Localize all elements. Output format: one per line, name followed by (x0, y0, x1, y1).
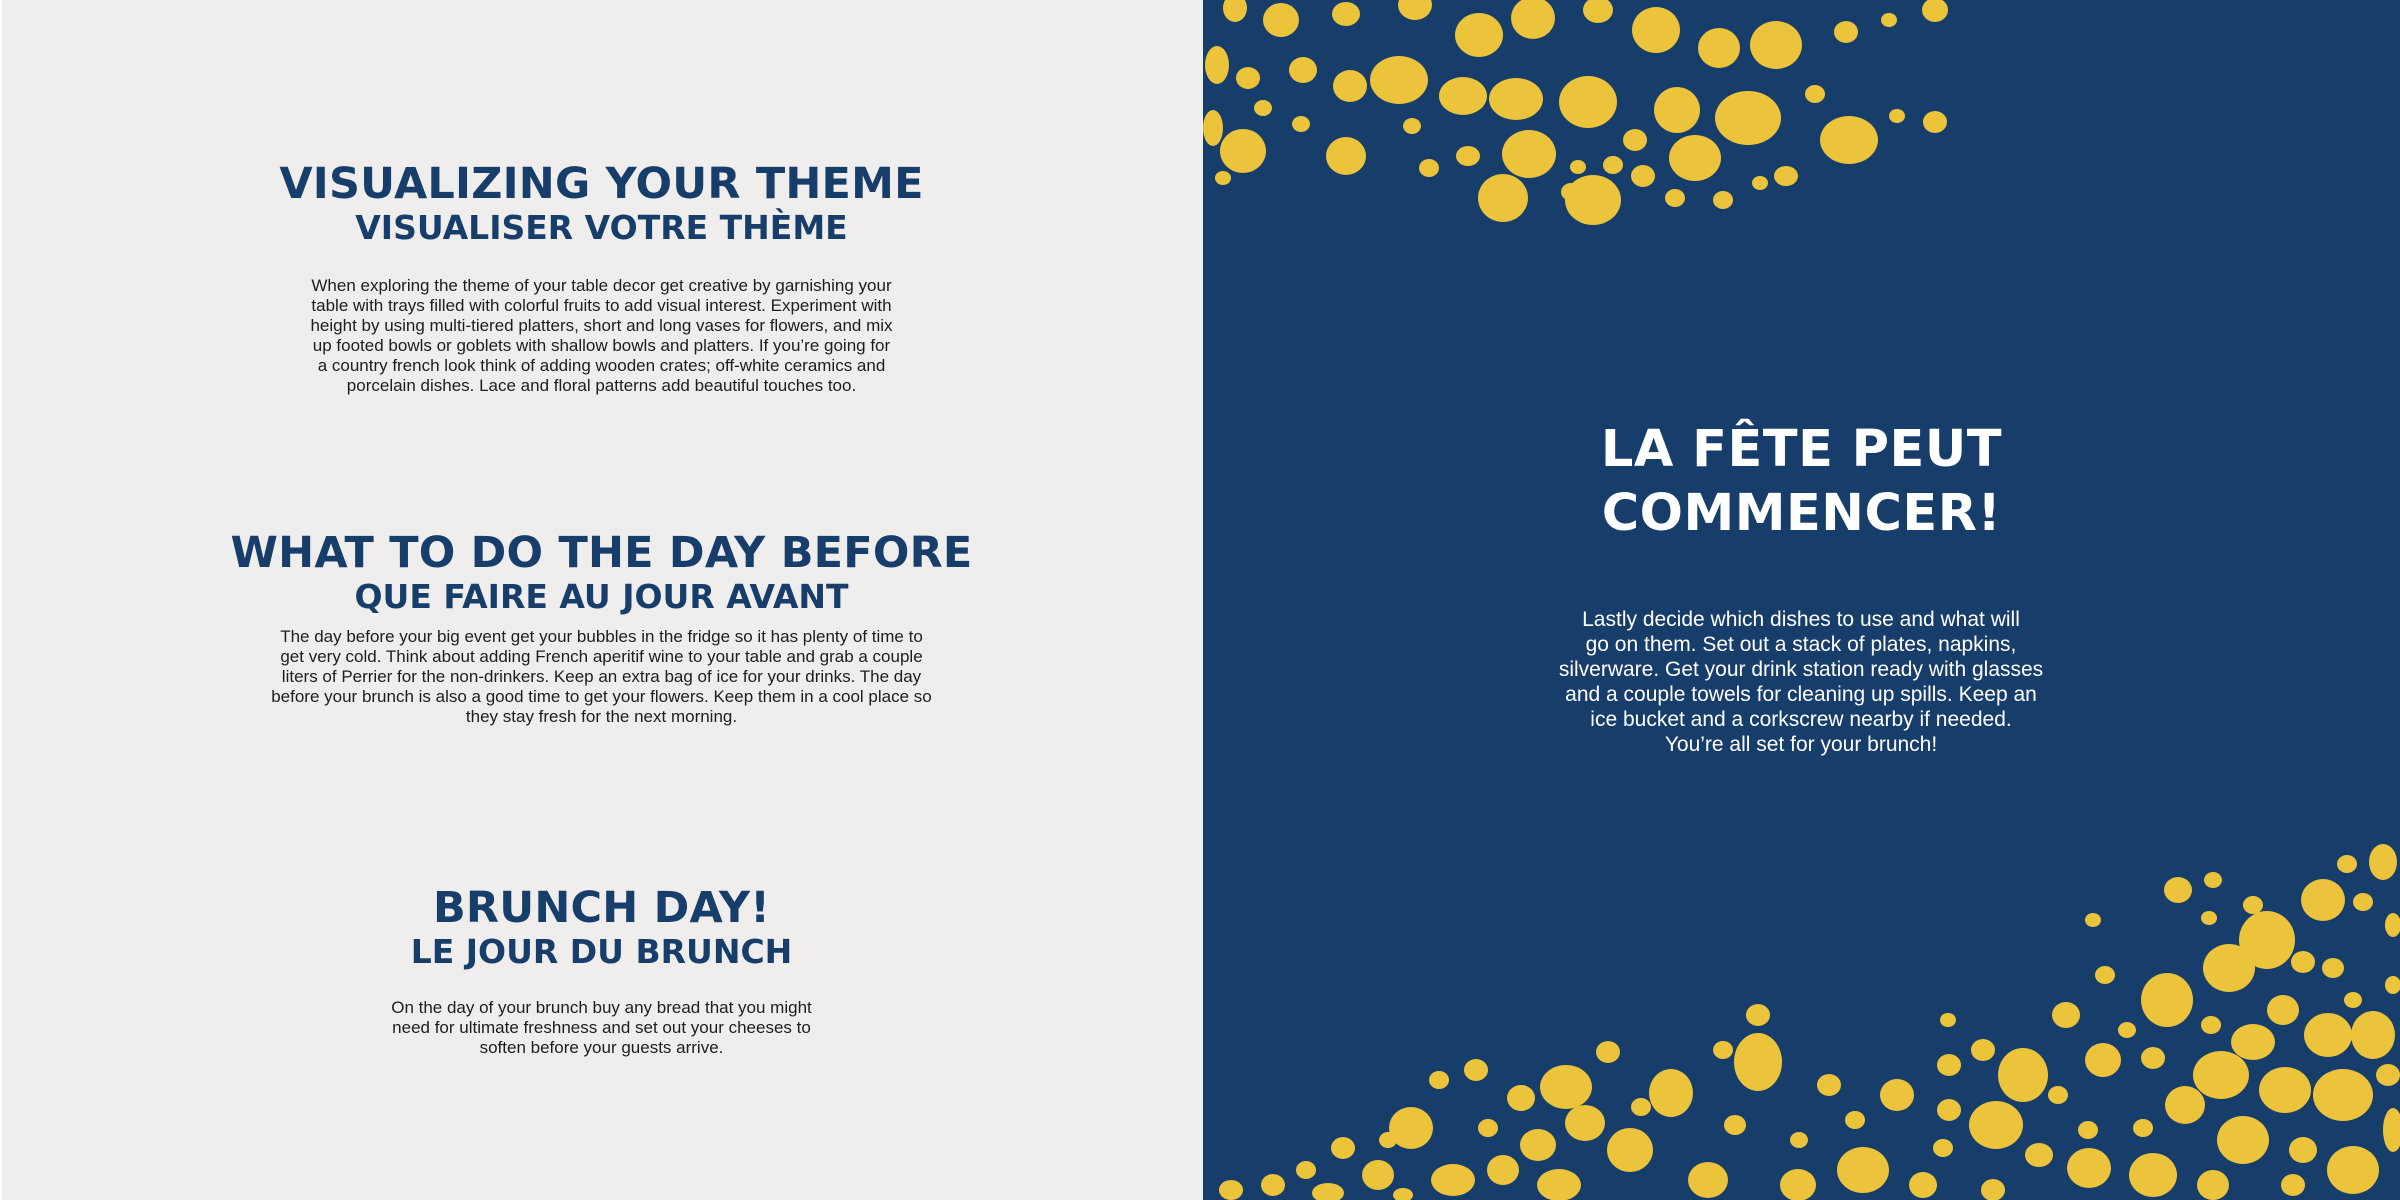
body-line: The day before your big event get your bubbles in the fridge so it has plenty of time to (280, 627, 923, 646)
section-title-en: BRUNCH DAY! (432, 883, 771, 933)
section-title-fr: QUE FAIRE AU JOUR AVANT (354, 577, 849, 616)
section-visualizing-theme (0, 160, 1203, 396)
section-title-en: WHAT TO DO THE DAY BEFORE (230, 528, 973, 578)
title-line: LA FÊTE PEUT (1600, 420, 2003, 479)
body-line: up footed bowls or goblets with shallow bowls and platters. If you’re going for (312, 336, 891, 355)
right-page (1203, 0, 2400, 1200)
body-line: height by using multi-tiered platters, short and long vases for flowers, and mix (310, 316, 893, 335)
body-line: silverware. Get your drink station ready with glasses (1558, 658, 2044, 681)
yellow-dot-pattern (1203, 0, 2400, 1200)
body-line: Lastly decide which dishes to use and what will (1582, 608, 2020, 631)
body-line: On the day of your brunch buy any bread that you might (391, 998, 812, 1017)
section-title-fr: LE JOUR DU BRUNCH (410, 932, 793, 971)
section-body (0, 276, 1203, 396)
body-line: soften before your guests arrive. (479, 1038, 724, 1057)
title-line: COMMENCER! (1601, 484, 2002, 543)
body-line: porcelain dishes. Lace and floral patterns add beautiful touches too. (346, 376, 857, 395)
right-page-body (1518, 607, 2084, 757)
body-line: get very cold. Think about adding French aperitif wine to your table and grab a couple (280, 647, 923, 666)
body-line: go on them. Set out a stack of plates, napkins, (1585, 633, 2017, 656)
body-line: table with trays filled with colorful fruits to add visual interest. Experiment with (311, 296, 892, 315)
body-line: before your brunch is also a good time to get your flowers. Keep them in a cool place so (271, 687, 932, 706)
body-line: they stay fresh for the next morning. (465, 707, 738, 726)
body-line: When exploring the theme of your table decor get creative by garnishing your (311, 276, 892, 295)
section-title-en: VISUALIZING YOUR THEME (279, 159, 924, 209)
body-line: liters of Perrier for the non-drinkers. Keep an extra bag of ice for your drinks. The day (281, 667, 922, 686)
body-line: and a couple towels for cleaning up spills. Keep an (1565, 683, 2037, 706)
section-brunch-day (0, 884, 1203, 1058)
section-title-fr: VISUALISER VOTRE THÈME (355, 208, 848, 247)
section-body (0, 627, 1203, 727)
body-line: You’re all set for your brunch! (1664, 733, 1938, 756)
body-line: need for ultimate freshness and set out your cheeses to (392, 1018, 811, 1037)
body-line: ice bucket and a corkscrew nearby if needed. (1590, 708, 2012, 731)
section-body (0, 998, 1203, 1058)
right-page-title (1203, 418, 2400, 546)
body-line: a country french look think of adding wooden crates; off-white ceramics and (317, 356, 886, 375)
section-day-before (0, 529, 1203, 727)
